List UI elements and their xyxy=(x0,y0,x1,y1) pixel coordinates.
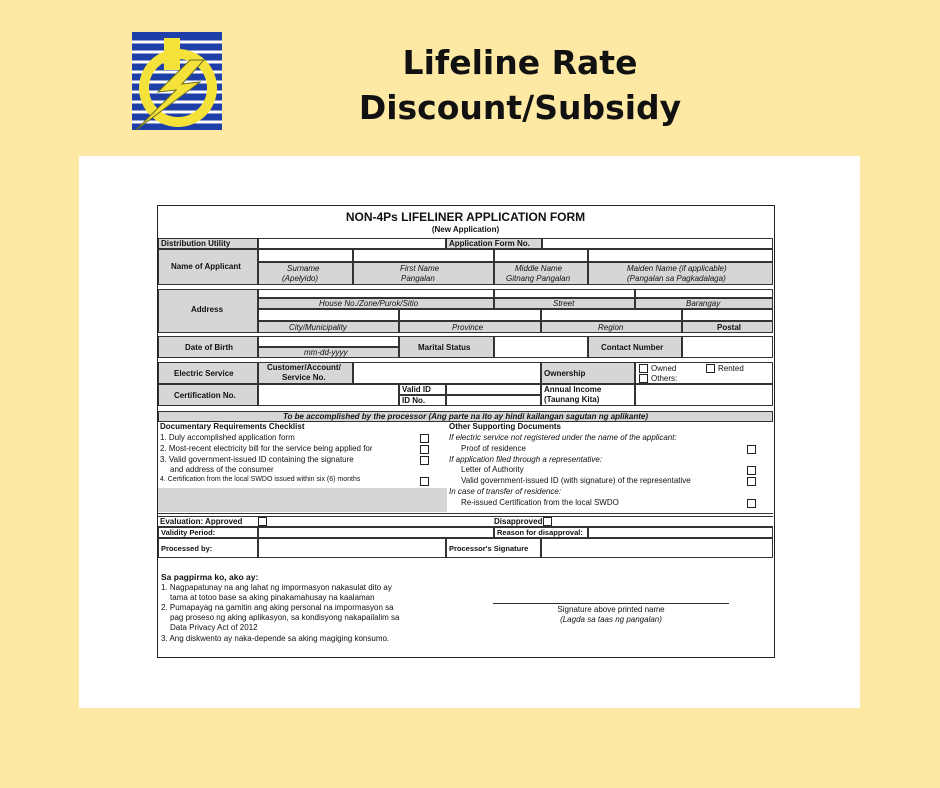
disapproved-checkbox[interactable] xyxy=(543,517,552,526)
checklist-section xyxy=(158,422,773,514)
other-docs-item-2: Letter of Authority xyxy=(461,465,524,474)
evaluation-approved-label: Evaluation: Approved xyxy=(160,517,243,526)
customer-account-field[interactable] xyxy=(353,362,541,384)
application-form-no-field[interactable] xyxy=(542,238,773,249)
checklist-item-3: 3. Valid government-issued ID containing the signature xyxy=(160,455,354,464)
valid-id-field[interactable] xyxy=(446,384,541,395)
processed-by-label: Processed by: xyxy=(158,538,258,558)
house-no-caption: House No./Zone/Purok/Sitio xyxy=(258,298,494,309)
street-field[interactable] xyxy=(494,289,635,298)
application-form xyxy=(157,205,775,658)
other-docs-condition-3: In case of transfer of residence: xyxy=(449,487,562,496)
other-docs-checkbox-3[interactable] xyxy=(747,477,756,486)
processor-signature-label: Processor's Signature xyxy=(446,538,541,558)
date-of-birth-field[interactable] xyxy=(258,336,399,347)
evaluation-row xyxy=(158,516,773,527)
marital-status-label: Marital Status xyxy=(399,336,494,358)
city-caption: City/Municipality xyxy=(258,321,399,333)
consent-line-3: 2. Pumapayag na gamitin ang aking personal na impormasyon sa xyxy=(161,603,394,612)
postal-caption: Postal xyxy=(682,321,773,333)
first-name-caption: First Name Pangalan xyxy=(353,262,494,285)
province-caption: Province xyxy=(399,321,541,333)
valid-id-label: Valid ID xyxy=(399,384,446,395)
other-docs-item-3: Valid government-issued ID (with signature) of the representative xyxy=(461,476,691,485)
maiden-name-caption: Maiden Name (if applicable) (Pangalan sa Pagkadalaga) xyxy=(588,262,773,285)
distribution-utility-label: Distribution Utility xyxy=(158,238,258,249)
other-docs-condition-1: If electric service not registered under the name of the applicant: xyxy=(449,433,677,442)
checklist-item-2: 2. Most-recent electricity bill for the service being applied for xyxy=(160,444,373,453)
barangay-field[interactable] xyxy=(635,289,773,298)
others-label: Others: xyxy=(651,374,678,383)
distribution-utility-field[interactable] xyxy=(258,238,446,249)
rented-checkbox[interactable] xyxy=(706,364,715,373)
surname-field[interactable] xyxy=(258,249,353,262)
annual-income-label: Annual Income (Taunang Kita) xyxy=(541,384,635,406)
checklist-checkbox-2[interactable] xyxy=(420,445,429,454)
region-field[interactable] xyxy=(541,309,682,321)
owned-label: Owned xyxy=(651,364,677,373)
checklist-shade xyxy=(158,488,447,512)
other-docs-checkbox-4[interactable] xyxy=(747,499,756,508)
address-label: Address xyxy=(158,289,258,333)
form-subtitle: (New Application) xyxy=(431,225,500,234)
customer-account-label: Customer/Account/ Service No. xyxy=(258,362,353,384)
validity-period-label: Validity Period: xyxy=(158,527,258,538)
title-line-1: Lifeline Rate xyxy=(402,43,638,82)
consent-line-4: pag proseso ng aking aplikasyon, sa kondisyong nakapailalim sa xyxy=(170,613,400,622)
annual-income-field[interactable] xyxy=(635,384,773,406)
ownership-label: Ownership xyxy=(541,362,635,384)
id-no-field[interactable] xyxy=(446,395,541,406)
consent-line-5: Data Privacy Act of 2012 xyxy=(170,623,258,632)
middle-name-field[interactable] xyxy=(494,249,588,262)
checklist-item-1: 1. Duly accomplished application form xyxy=(160,433,295,442)
signature-label-tl: (Lagda sa taas ng pangalan) xyxy=(560,615,662,624)
certification-no-label: Certification No. xyxy=(158,384,258,406)
lightning-bolt-icon xyxy=(128,30,224,134)
electric-service-label: Electric Service xyxy=(158,362,258,384)
other-docs-checkbox-2[interactable] xyxy=(747,466,756,475)
city-field[interactable] xyxy=(258,309,399,321)
validity-period-field[interactable] xyxy=(258,527,494,538)
checklist-item-3b: and address of the consumer xyxy=(170,465,274,474)
checklist-title: Documentary Requirements Checklist xyxy=(160,422,305,431)
processor-signature-field[interactable] xyxy=(541,538,773,558)
others-checkbox[interactable] xyxy=(639,374,648,383)
form-title: NON-4Ps LIFELINER APPLICATION FORM xyxy=(345,210,586,224)
region-caption: Region xyxy=(541,321,682,333)
street-caption: Street xyxy=(494,298,635,309)
reason-disapproval-field[interactable] xyxy=(588,527,773,538)
contact-number-label: Contact Number xyxy=(588,336,682,358)
date-of-birth-label: Date of Birth xyxy=(158,336,258,358)
house-no-field[interactable] xyxy=(258,289,494,298)
contact-number-field[interactable] xyxy=(682,336,773,358)
disapproved-label: Disapproved xyxy=(494,517,543,526)
surname-caption: Surname (Apelyido) xyxy=(258,262,353,285)
logo xyxy=(128,30,224,134)
name-of-applicant-label: Name of Applicant xyxy=(158,249,258,285)
consent-title: Sa pagpirma ko, ako ay: xyxy=(161,572,259,582)
other-docs-title: Other Supporting Documents xyxy=(449,422,561,431)
marital-status-field[interactable] xyxy=(494,336,588,358)
processor-banner: To be accomplished by the processor (Ang parte na ito ay hindi kailangan sagutan ng aplikante) xyxy=(158,411,773,422)
id-no-label: ID No. xyxy=(399,395,446,406)
signature-label: Signature above printed name xyxy=(557,605,665,614)
checklist-item-4: 4. Certification from the local SWDO issued within six (6) months xyxy=(160,476,361,483)
postal-field[interactable] xyxy=(682,309,773,321)
rented-label: Rented xyxy=(718,364,744,373)
middle-name-caption: Middle Name Gitnang Pangalan xyxy=(494,262,588,285)
checklist-checkbox-4[interactable] xyxy=(420,477,429,486)
consent-line-2: tama at totoo base sa aking pinakamahusay na kaalaman xyxy=(170,593,375,602)
first-name-field[interactable] xyxy=(353,249,494,262)
checklist-checkbox-3[interactable] xyxy=(420,456,429,465)
page-title xyxy=(330,40,710,130)
consent-line-1: 1. Nagpapatunay na ang lahat ng impormasyon nakasulat dito ay xyxy=(161,583,392,592)
consent-line-6: 3. Ang diskwento ay naka-depende sa aking magiging konsumo. xyxy=(161,634,390,643)
signature-line[interactable] xyxy=(493,603,729,604)
maiden-name-field[interactable] xyxy=(588,249,773,262)
other-docs-item-1: Proof of residence xyxy=(461,444,526,453)
other-docs-checkbox-1[interactable] xyxy=(747,445,756,454)
certification-no-field[interactable] xyxy=(258,384,399,406)
application-form-no-label: Application Form No. xyxy=(446,238,542,249)
title-line-2: Discount/Subsidy xyxy=(358,88,682,127)
barangay-caption: Barangay xyxy=(635,298,773,309)
owned-checkbox[interactable] xyxy=(639,364,648,373)
province-field[interactable] xyxy=(399,309,541,321)
ownership-options xyxy=(635,362,773,384)
reason-disapproval-label: Reason for disapproval: xyxy=(494,527,588,538)
other-docs-condition-2: If application filed through a representative: xyxy=(449,455,602,464)
dob-format-caption: mm-dd-yyyy xyxy=(258,347,399,358)
processed-by-field[interactable] xyxy=(258,538,446,558)
approved-checkbox[interactable] xyxy=(258,517,267,526)
checklist-checkbox-1[interactable] xyxy=(420,434,429,443)
other-docs-item-4: Re-issued Certification from the local SWDO xyxy=(461,498,619,507)
